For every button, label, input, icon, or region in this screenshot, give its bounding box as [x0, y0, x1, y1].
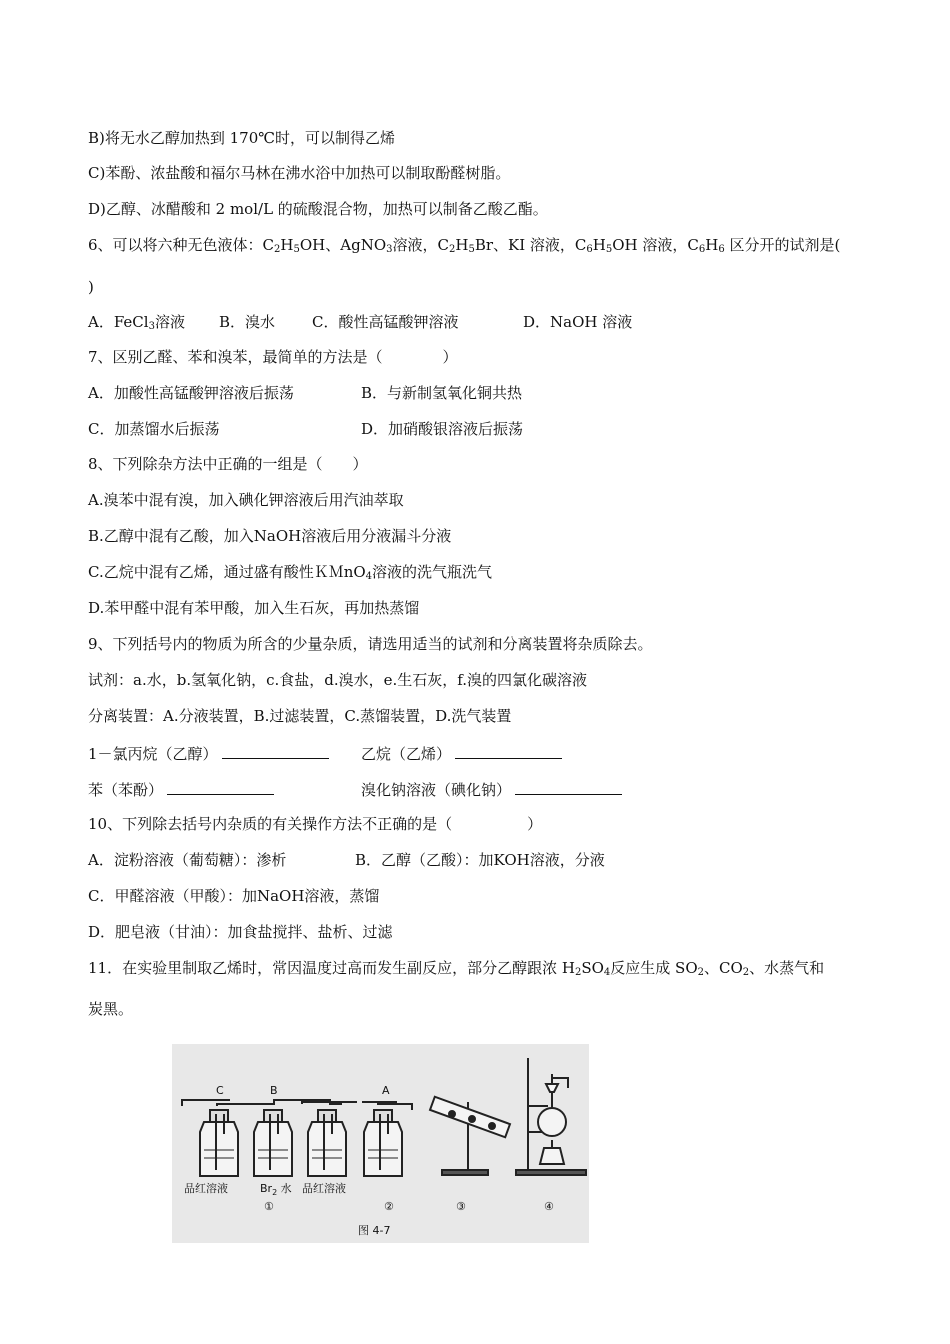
wash-bottle-b2: [308, 1110, 346, 1176]
q8-option-d: D.苯甲醛中混有苯甲酸，加入生石灰，再加热蒸馏: [88, 599, 420, 617]
label-num-2: ②: [384, 1200, 394, 1213]
label-bottle-3: 品红溶液: [302, 1182, 346, 1195]
connecting-tubes: [182, 1100, 412, 1110]
q8-option-c: C.乙烷中混有乙烯，通过盛有酸性ＫＭnO$_4$溶液的洗气瓶洗气: [88, 563, 493, 582]
answer-blank[interactable]: [222, 742, 329, 759]
label-bottle-1: 品红溶液: [184, 1182, 228, 1195]
q9-item-4: 溴化钠溶液（碘化钠）: [361, 778, 622, 800]
q10-option-b: B．乙醇（乙酸）：加KOH溶液，分液: [355, 851, 605, 869]
q9-item-3: 苯（苯酚）: [88, 778, 274, 800]
question-11-cont: 炭黑。: [88, 1000, 134, 1018]
question-8: 8、下列除杂方法中正确的一组是（ ）: [88, 455, 368, 473]
q10-option-c: C．甲醛溶液（甲酸）：加NaOH溶液，蒸馏: [88, 887, 380, 905]
label-bottle-2: $Br_2$ 水: [260, 1182, 292, 1197]
label-a: A: [382, 1084, 390, 1097]
label-num-1: ①: [264, 1200, 274, 1213]
answer-blank[interactable]: [167, 778, 274, 795]
q6-option-b: B．溴水: [219, 313, 276, 331]
option-c-line: C)苯酚、浓盐酸和福尔马林在沸水浴中加热可以制取酚醛树脂。: [88, 164, 511, 182]
q7-option-a: A．加酸性高锰酸钾溶液后振荡: [88, 384, 294, 402]
question-6-close: ): [88, 278, 94, 296]
q9-devices: 分离装置：A.分液装置，B.过滤装置，C.蒸馏装置，D.洗气装置: [88, 707, 512, 725]
q10-option-a: A．淀粉溶液（葡萄糖）：渗析: [88, 851, 287, 869]
answer-blank[interactable]: [455, 742, 562, 759]
q6-option-c: C．酸性高锰酸钾溶液: [312, 313, 459, 331]
q7-option-d: D．加硝酸银溶液后振荡: [361, 420, 524, 438]
q6-option-d: D．NaOH 溶液: [523, 313, 633, 331]
q10-option-d: D．肥皂液（甘油）：加食盐搅拌、盐析、过滤: [88, 923, 393, 941]
question-6: 6、可以将六种无色液体：$C_2H_5OH$、AgNO$_3$溶液，$C_2H_5Br$、KI 溶液，$C_6H_5OH$ 溶液，$C_6H_6$ 区分开的试剂是(: [88, 236, 841, 255]
distillation-flask-stand: [516, 1058, 586, 1175]
label-b: B: [270, 1084, 278, 1097]
label-c: C: [216, 1084, 224, 1097]
q7-option-b: B．与新制氢氧化铜共热: [361, 384, 523, 402]
label-num-4: ④: [544, 1200, 554, 1213]
q8-option-a: A.溴苯中混有溴，加入碘化钾溶液后用汽油萃取: [88, 491, 404, 509]
q8-option-b: B.乙醇中混有乙酸，加入NaOH溶液后用分液漏斗分液: [88, 527, 452, 545]
q9-item-2: 乙烷（乙烯）: [361, 742, 562, 764]
label-num-3: ③: [456, 1200, 466, 1213]
wash-bottle-b: [254, 1110, 292, 1176]
q9-reagents: 试剂：a.水，b.氢氧化钠，c.食盐，d.溴水，e.生石灰，f.溴的四氯化碳溶液: [88, 671, 588, 689]
q9-item-1: 1－氯丙烷（乙醇）: [88, 742, 329, 764]
option-d-line: D)乙醇、冰醋酸和 2 mol/L 的硫酸混合物，加热可以制备乙酸乙酯。: [88, 200, 548, 218]
wash-bottle-c: [200, 1110, 238, 1176]
q7-option-c: C．加蒸馏水后振荡: [88, 420, 220, 438]
question-7: 7、区别乙醛、苯和溴苯，最简单的方法是（ ）: [88, 348, 458, 366]
answer-blank[interactable]: [515, 778, 622, 795]
question-9: 9、下列括号内的物质为所含的少量杂质，请选用适当的试剂和分离装置将杂质除去。: [88, 635, 653, 653]
question-11: 11．在实验里制取乙烯时，常因温度过高而发生副反应，部分乙醇跟浓 $H_2SO_4$反应生成 $SO_2$、$CO_2$、水蒸气和: [88, 959, 825, 978]
q6-option-a: A．FeCl$_3$溶液: [88, 313, 185, 332]
option-b-line: B)将无水乙醇加热到 170℃时，可以制得乙烯: [88, 129, 396, 147]
apparatus-figure: [172, 1044, 589, 1243]
question-10: 10、下列除去括号内杂质的有关操作方法不正确的是（ ）: [88, 815, 543, 833]
tilted-tube-stand: [430, 1097, 510, 1175]
figure-caption: 图 4-7: [358, 1224, 391, 1237]
wash-bottle-a: [364, 1110, 402, 1176]
